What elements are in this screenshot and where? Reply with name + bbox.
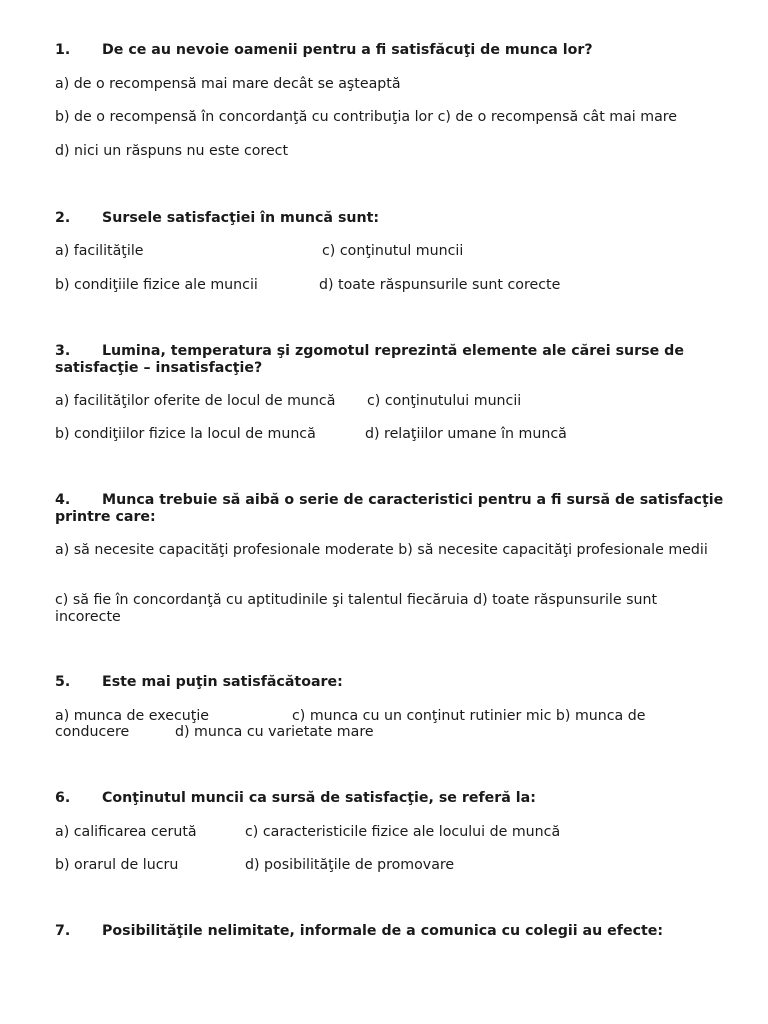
question-6 (55, 790, 725, 807)
question-3 (55, 343, 725, 376)
answer-option-d: d) toate răspunsurile sunt corecte (319, 277, 561, 293)
answer-option-d: d) posibilităţile de promovare (245, 857, 455, 873)
answer-line (55, 393, 725, 410)
answer-options-c-b: c) munca cu un conţinut rutinier mic b) munca de (292, 708, 646, 724)
question-text: De ce au nevoie oamenii pentru a fi satisfăcuţi de munca lor? (102, 42, 593, 58)
question-text: Conţinutul muncii ca sursă de satisfacţie, se referă la: (102, 790, 536, 806)
answer-line (55, 708, 725, 725)
question-text: Sursele satisfacţiei în muncă sunt: (102, 210, 380, 226)
answer-option-a: a) facilităţile (55, 243, 144, 259)
answer-option-c: c) conţinutului muncii (367, 393, 522, 409)
answer-option-c: c) conţinutul muncii (322, 243, 464, 259)
question-2 (55, 210, 725, 227)
answer-line (55, 857, 725, 874)
question-7 (55, 923, 725, 940)
question-1 (55, 42, 725, 59)
answer-option-d: d) munca cu varietate mare (175, 724, 374, 740)
question-number: 6. (55, 790, 71, 806)
answer-line (55, 426, 725, 443)
answer-line (55, 824, 725, 841)
question-text: Munca trebuie să aibă o serie de caracteristici pentru a fi sursă de satisfacţie printre care: (55, 492, 724, 525)
question-text: Lumina, temperatura şi zgomotul reprezintă elemente ale cărei surse de satisfacţie – insatisfacţie? (55, 343, 684, 376)
answer-option-a: a) munca de execuţie (55, 708, 209, 724)
question-text: Posibilităţile nelimitate, informale de a comunica cu colegii au efecte: (102, 923, 664, 939)
question-number: 2. (55, 210, 71, 226)
answer-line: a) să necesite capacităţi profesionale moderate b) să necesite capacităţi profesionale medii (55, 542, 708, 558)
answer-option-d: d) relaţiilor umane în muncă (365, 426, 567, 442)
answer-option-b: b) condiţiilor fizice la locul de muncă (55, 426, 316, 442)
question-number: 7. (55, 923, 71, 939)
question-number: 5. (55, 674, 71, 690)
question-number: 3. (55, 343, 71, 359)
question-number: 1. (55, 42, 71, 58)
question-text: Este mai puţin satisfăcătoare: (102, 674, 343, 690)
answer-continuation: conducere (55, 724, 130, 740)
answer-option-c: c) caracteristicile fizice ale locului de muncă (245, 824, 561, 840)
answer-line (55, 724, 725, 741)
question-5 (55, 674, 725, 691)
answer-option-a: a) facilităţilor oferite de locul de muncă (55, 393, 336, 409)
answer-line (55, 243, 725, 260)
question-4 (55, 492, 725, 525)
answer-option-b: b) orarul de lucru (55, 857, 179, 873)
answer-line: d) nici un răspuns nu este corect (55, 143, 289, 159)
answer-line: c) să fie în concordanţă cu aptitudinile şi talentul fiecăruia d) toate răspunsurile sunt incorecte (55, 592, 658, 625)
answer-line (55, 277, 725, 294)
answer-line: b) de o recompensă în concordanţă cu contribuţia lor c) de o recompensă cât mai mare (55, 109, 678, 125)
answer-line: a) de o recompensă mai mare decât se aşteaptă (55, 76, 401, 92)
answer-option-a: a) calificarea cerută (55, 824, 197, 840)
question-number: 4. (55, 492, 71, 508)
answer-option-b: b) condiţiile fizice ale muncii (55, 277, 258, 293)
